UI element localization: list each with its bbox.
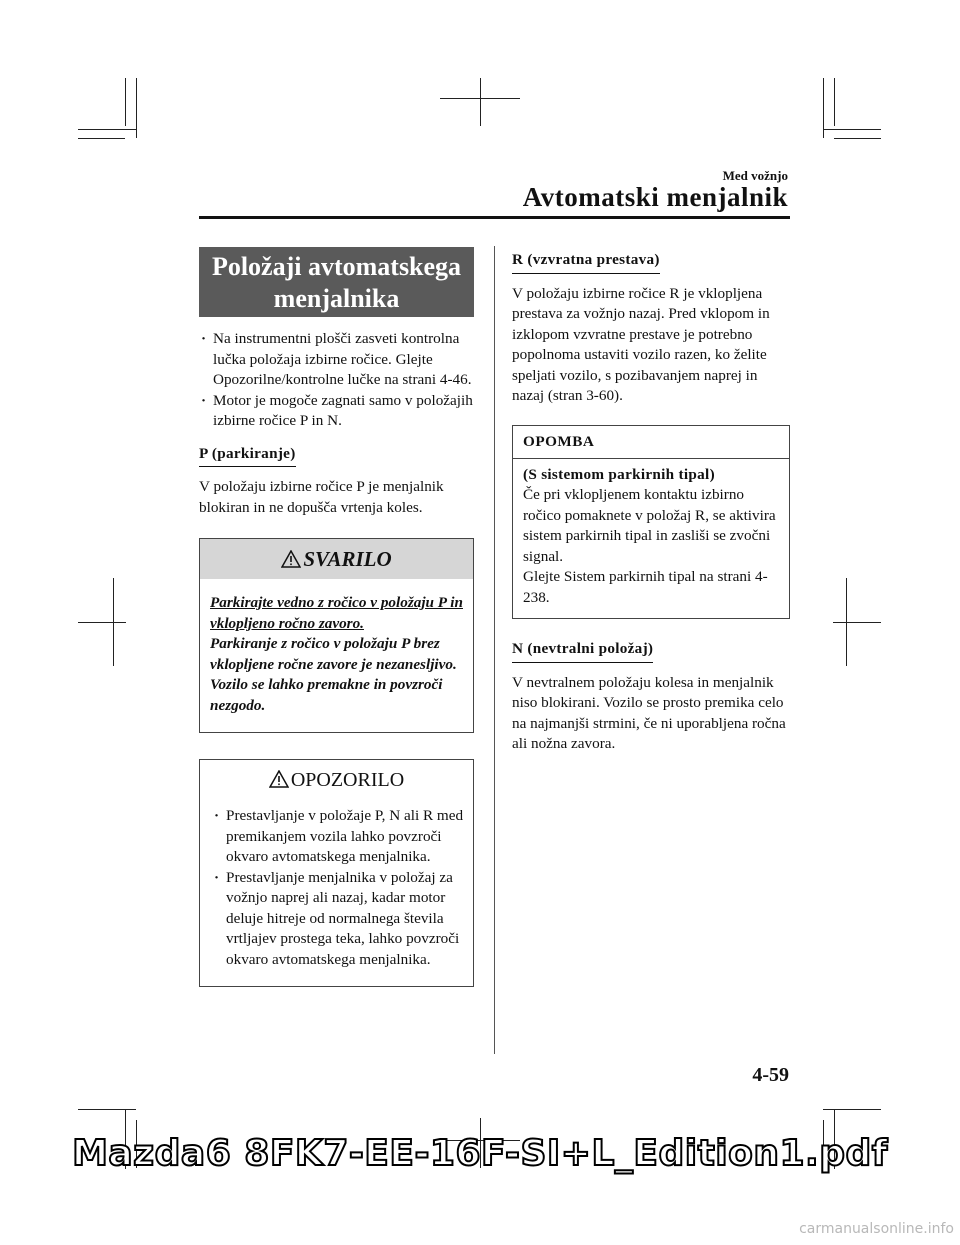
section-title-line1: Položaji avtomatskega	[211, 252, 462, 281]
opomba-body	[513, 459, 789, 619]
opozorilo-title: OPOZORILO	[290, 769, 405, 791]
header-rule	[199, 216, 790, 219]
warning-triangle-icon	[281, 550, 301, 568]
chapter-title: Avtomatski menjalnik	[522, 182, 788, 212]
crop-mark	[136, 78, 137, 138]
crop-mark	[834, 138, 881, 139]
crop-mark	[125, 78, 126, 126]
left-column	[199, 247, 474, 987]
n-heading: N (nevtralni položaj)	[512, 639, 653, 663]
crop-mark	[833, 622, 881, 623]
p-heading: P (parkiranje)	[199, 444, 296, 468]
crop-mark	[113, 578, 114, 666]
crop-mark	[78, 1109, 136, 1110]
section-label: Med vožnjo	[722, 168, 788, 183]
opomba-text1: Če pri vklopljenem kontaktu izbirno ročico pomaknete v položaj R, se aktivira sistem parkirnih tipal in zasliši se zvočni signal.	[523, 486, 776, 565]
right-column	[512, 250, 790, 755]
opozorilo-box	[199, 759, 474, 987]
list-item: · Motor je mogoče zagnati samo v položajih izbirne ročice P in N.	[199, 391, 474, 432]
column-divider	[494, 246, 495, 1054]
footer-filename: Mazda6 8FK7-EE-16F-SI+L_Edition1.pdf	[72, 1133, 888, 1174]
list-item: · Prestavljanje v položaje P, N ali R med premikanjem vozila lahko povzroči okvaro avtomatskega menjalnika.	[212, 806, 465, 868]
r-paragraph: V položaju izbirne ročice R je vklopljena prestava za vožnjo nazaj. Pred vklopom in izklopom vzvratne prestave je potrebno popolnoma ustaviti vozilo razen, ko želite speljati vozilo, s pozibavanjem naprej in nazaj (stran 3-60).	[512, 284, 770, 404]
svarilo-box	[199, 538, 474, 733]
opozorilo-bullets	[212, 806, 465, 970]
n-paragraph: V nevtralnem položaju kolesa in menjalnik niso blokirani. Vozilo se prosto premika celo na najmanjši strmini, če ni uporabljena ročna ali nožna zavora.	[512, 673, 786, 752]
warning-triangle-icon	[269, 770, 289, 788]
page-number: 4-59	[752, 1064, 789, 1086]
svarilo-underlined: Parkirajte vedno z ročico v položaju P in vklopljeno ročno zavoro.	[210, 594, 463, 632]
opozorilo-header	[200, 760, 473, 800]
crop-mark	[78, 138, 125, 139]
crop-mark	[823, 1109, 881, 1110]
crop-mark	[823, 129, 881, 130]
crop-mark	[834, 78, 835, 126]
list-item: · Na instrumentni plošči zasveti kontrolna lučka položaja izbirne ročice. Glejte Opozorilne/kontrolne lučke na strani 4-46.	[199, 329, 474, 391]
p-paragraph: V položaju izbirne ročice P je menjalnik blokiran in ne dopušča vrtenja koles.	[199, 478, 444, 516]
svarilo-header	[200, 539, 473, 579]
svarilo-text: Parkiranje z ročico v položaju P brez vklopljene ročne zavore je nezanesljivo. Vozilo se lahko premakne in povzroči nezgodo.	[210, 635, 457, 714]
svarilo-body	[200, 579, 473, 732]
list-item: · Prestavljanje menjalnika v položaj za vožnjo naprej ali nazaj, kadar motor deluje hitreje od normalnega števila vrtljajev prostega teka, lahko povzroči okvaro avtomatskega menjalnika.	[212, 868, 465, 971]
crop-mark	[846, 578, 847, 666]
opomba-text2: Glejte Sistem parkirnih tipal na strani 4-238.	[523, 568, 768, 606]
section-title-line2: menjalnika	[273, 284, 400, 313]
opozorilo-body	[200, 800, 473, 986]
crop-mark	[78, 622, 126, 623]
svarilo-title: SVARILO	[303, 547, 392, 571]
opomba-title: OPOMBA	[513, 426, 789, 459]
crop-mark	[480, 78, 481, 126]
r-heading: R (vzvratna prestava)	[512, 250, 660, 274]
intro-bullets	[199, 329, 474, 432]
opomba-subtitle: (S sistemom parkirnih tipal)	[523, 465, 715, 483]
section-title-box	[199, 247, 474, 317]
crop-mark	[78, 129, 136, 130]
watermark: carmanualsonline.info	[799, 1221, 954, 1237]
opomba-box	[512, 425, 790, 620]
